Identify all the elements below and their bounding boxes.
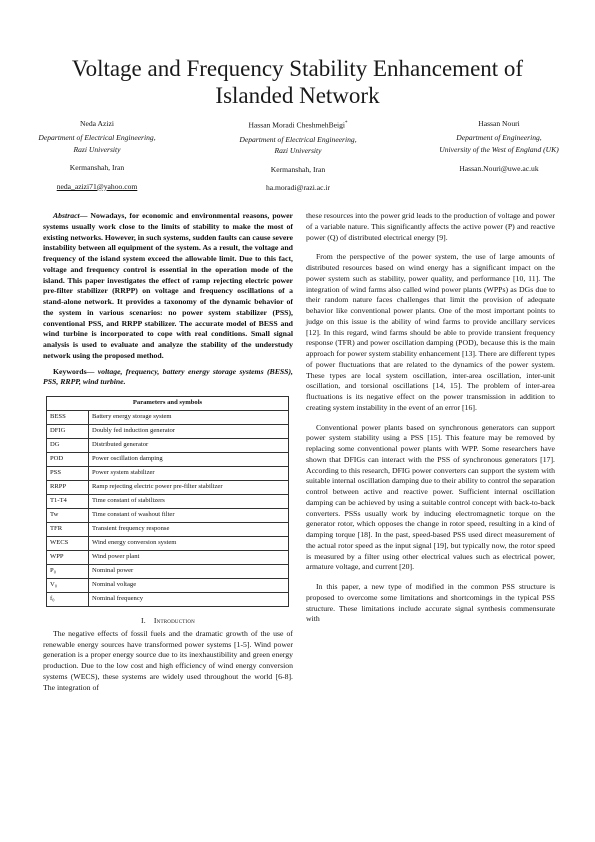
keywords-text: voltage, frequency, battery energy storage systems (BESS), PSS, RRPP, wind turbine. [43, 366, 293, 387]
keywords [43, 367, 293, 389]
paper-title: Voltage and Frequency Stability Enhancement of Islanded Network [71, 56, 524, 108]
body-paragraph: Conventional power plants based on synchronous generators can support power system stability using a PSS [15]. This feature may be removed by replacing some conventional power plants with WPP. Some researchers have shown that DFIGs can interact with the PSS of synchronous generators [17]. According to this research, DFIG power converters can support the system with suitable internal oscillation damping due to their ability to control the separation control between active and reactive power. Sufficient internal oscillation damping can be achieved by using a suitable control concept with back-to-back converters. PSSs usually work by inducing electromagnetic torque on the generator rotor, which opposes the change in rotor speed, resulting in a kind of damping torque [18]. In the past, speed-based PSS used direct measurement of the actual rotor speed as the input signal [19], but typically now, the rotor speed is measured by a filter using other electrical values such as electrical power, armature voltage, and current [20]. [306, 422, 556, 572]
symbol-cell: DG [47, 439, 89, 453]
table-row [47, 523, 289, 537]
author-affiliation: Razi University [274, 146, 322, 156]
body-paragraph: these resources into the power grid leads to the production of voltage and power of a variable nature. This significantly affects the active power (P) and reactive power (Q) of distributed electrical energy [9]. [306, 211, 555, 242]
keywords-label: Keywords— [53, 366, 95, 376]
section-heading: I. Introduction [140, 616, 195, 625]
symbol-cell: RRPP [47, 481, 89, 495]
table-row [47, 593, 289, 607]
table-row [47, 579, 289, 593]
definition-cell: Wind energy conversion system [89, 537, 289, 551]
symbol-cell: POD [47, 453, 89, 467]
author-name: Neda Azizi [80, 119, 114, 128]
author-name: Hassan Nouri [478, 119, 520, 128]
author-city: Kermanshah, Iran [270, 164, 326, 174]
symbol-cell: WECS [47, 537, 89, 551]
body-paragraph: In this paper, a new type of modified in the common PSS structure is proposed to overcome some limitations and shortcomings in the typical PSS structure. These limitations include accurate signal synthesis commensurate with [306, 582, 555, 624]
author-affiliation: Razi University [73, 144, 121, 154]
author-3 [410, 118, 588, 175]
table-row [47, 565, 289, 579]
body-paragraph: From the perspective of the power system, the use of large amounts of distributed resources based on wind energy has a significant impact on the power system such as stability, power quality, and performance [10, 11]. The integration of wind farms also called wind power plants (WPPs) as DGs due to their random nature faces challenges that limit the provision of adequate behavior like conventional power plants. One of the most important points to judge on this issue is the ability of wind farms to provide ancillary services [12]. In this regard, wind farms should be able to provide transient frequency response (TFR) and power oscillation damping (POD), because this is the main approach for power system stability enhancement [13]. There are different types of power fluctuations that are related to the dynamics of the power system. These types are local system oscillation, inter-area oscillation, inter-unit oscillation, and torsional oscillations [14, 15]. The problem of inter-area fluctuations is its negative effect on the power transmission in addition to creating system instability in the event of an error [16]. [306, 252, 555, 412]
symbol-cell: TFR [47, 523, 89, 537]
author-city: Kermanshah, Iran [69, 163, 125, 173]
symbol-cell: PSS [47, 467, 89, 481]
author-department: Department of Electrical Engineering, [239, 134, 357, 144]
table-row [47, 551, 289, 565]
symbol-cell: Tw [47, 509, 89, 523]
author-department: Department of Engineering, [456, 133, 542, 143]
symbol-cell: DFIG [47, 425, 89, 439]
symbol-cell: WPP [47, 551, 89, 565]
definition-cell: Power system stabilizer [89, 467, 289, 481]
table-row [47, 481, 289, 495]
table-row [47, 439, 289, 453]
left-column [43, 211, 293, 693]
table-row [47, 453, 289, 467]
author-2 [209, 118, 387, 194]
definition-cell: Transient frequency response [89, 523, 289, 537]
abstract [43, 211, 293, 362]
definition-cell: Power oscillation damping [89, 453, 289, 467]
author-department: Department of Electrical Engineering, [38, 133, 156, 143]
table-row [47, 537, 289, 551]
definition-cell: Nominal power [89, 565, 289, 579]
definition-cell: Battery energy storage system [89, 411, 289, 425]
author-affiliation: University of the West of England (UK) [439, 144, 559, 154]
author-name: Hassan Moradi CheshmehBeigi* [248, 120, 348, 130]
table-row [47, 495, 289, 509]
symbol-cell: T1-T4 [47, 495, 89, 509]
definition-cell: Doubly fed induction generator [89, 425, 289, 439]
author-1 [8, 118, 186, 192]
author-email: Hassan.Nouri@uwe.ac.uk [459, 164, 539, 174]
table-row [47, 467, 289, 481]
definition-cell: Distributed generator [89, 439, 289, 453]
symbol-cell: V₀ [47, 579, 89, 593]
symbols-table-header: Parameters and symbols [47, 397, 289, 411]
definition-cell: Time constant of stabilizers [89, 495, 289, 509]
symbol-cell: BESS [47, 411, 89, 425]
symbol-cell: f₀ [47, 593, 89, 607]
definition-cell: Wind power plant [89, 551, 289, 565]
table-row [47, 509, 289, 523]
author-email-link[interactable]: neda_azizi71@yahoo.com [56, 181, 138, 191]
definition-cell: Time constant of washout filter [89, 509, 289, 523]
symbols-table [46, 396, 289, 607]
intro-paragraph: The negative effects of fossil fuels and the dramatic growth of the use of renewable energy sources have transformed power systems [1-5]. Wind power generation is a proper energy source due to its inexhaustibility and green energy production. Due to the low cost and high efficiency of wind energy conversion systems (WECS), these systems are widely used throughout the world [6-8]. The integration of [43, 628, 293, 692]
right-column [306, 211, 555, 625]
symbol-cell: P₀ [47, 565, 89, 579]
table-row [47, 411, 289, 425]
abstract-label: Abstract— [53, 211, 88, 220]
table-row [47, 425, 289, 439]
definition-cell: Ramp rejecting electric power pre-filter stabilizer [89, 481, 289, 495]
symbols-table-body [47, 411, 289, 607]
author-email: ha.moradi@razi.ac.ir [265, 183, 331, 193]
definition-cell: Nominal voltage [89, 579, 289, 593]
definition-cell: Nominal frequency [89, 593, 289, 607]
abstract-text: Nowadays, for economic and environmental reasons, power systems usually work close to the limits of stability to make the most of existing networks. However, in such systems, sudden faults can cause severe instability between all equipment of the system. As a result, the voltage and frequency of the island system exceed the allowable limit. Due to this fact, voltage and frequency control is essential in the operation mode of the island. This paper investigates the effect of ramp rejecting electric power pre-filter stabilizer (RRPP) on voltage and frequency oscillations of a stand-alone network. It provides a taxonomy of the dynamic behavior of the system in various scenarios: no power system stabilizer (PSS), conventional PSS, and RRPP stabilizer. The accurate model of BESS and wind turbine is incorporated to cope with real conditions. Small signal analysis is used to evaluate and analyze the stability of the understudy network using the proposed method. [43, 211, 293, 360]
